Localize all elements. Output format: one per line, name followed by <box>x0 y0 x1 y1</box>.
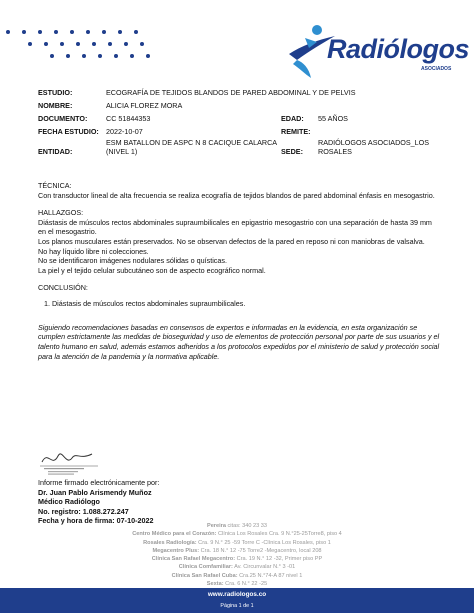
nombre-label: NOMBRE: <box>38 101 73 110</box>
footer-line: Centro Médico para el Corazón: Clínica Los Rosales Cra. 9 N.°25-25Torre8, piso 4 <box>132 531 342 538</box>
row-nombre <box>38 101 438 114</box>
hallazgo-item: La piel y el tejido celular subcutáneo son de aspecto ecográfico normal. <box>38 265 266 275</box>
conclusion-item: 1. Diástasis de músculos rectos abdominales supraumbilicales. <box>44 298 246 308</box>
fecha-value: 2022-10-07 <box>106 127 143 136</box>
page-number: Página 1 de 1 <box>220 603 254 609</box>
hallazgo-item: No hay líquido libre ni colecciones. <box>38 246 149 256</box>
footer-website-link[interactable]: www.radiologos.co <box>207 591 267 598</box>
report-body <box>38 181 440 362</box>
row-entidad <box>38 138 438 158</box>
tecnica-text: Con transductor lineal de alta frecuencia se realiza ecografía de tejidos blandos de pared abdominal énfasis en mesogastrio. <box>38 190 435 200</box>
radiologos-logo <box>287 20 469 80</box>
logo-text: Radiólogos <box>327 34 469 64</box>
doctor-registry: No. registro: 1.088.272.247 <box>38 506 129 516</box>
footer-locations <box>80 522 394 588</box>
row-estudio <box>38 88 438 101</box>
sede-value: RADIÓLOGOS ASOCIADOS_LOS ROSALES <box>318 138 430 156</box>
estudio-value: ECOGRAFÍA DE TEJIDOS BLANDOS DE PARED ABDOMINAL Y DE PELVIS <box>106 88 356 97</box>
doctor-name: Dr. Juan Pablo Arismendy Muñoz <box>38 487 152 497</box>
hallazgos-title: HALLAZGOS: <box>38 208 84 218</box>
footer-line: Megacentro Plus: Cra. 18 N.° 12 -75 Torre2 -Megacentro, local 208 <box>152 547 322 554</box>
fecha-label: FECHA ESTUDIO: <box>38 127 99 136</box>
entidad-label: ENTIDAD: <box>38 147 73 156</box>
footer-line: Rosales Radiología: Cra. 9 N.° 25 -59 Torre C -Clínica Los Rosales, piso 1 <box>143 539 331 546</box>
footer-line: Clínica San Rafael Cuba: Cra.25 N.°74-A 87 nivel 1 <box>171 572 303 579</box>
footer-line: Pereira citas: 340 23 33 <box>206 523 268 529</box>
documento-value: CC 51844353 <box>106 114 151 123</box>
hallazgo-item: No se identificaron imágenes nodulares sólidas o quísticas. <box>38 256 227 266</box>
tecnica-title: TÉCNICA: <box>38 181 72 190</box>
signature-block <box>38 478 159 526</box>
header-dots-decoration <box>6 30 156 60</box>
edad-value: 55 AÑOS <box>318 114 348 123</box>
entidad-value: ESM BATALLON DE ASPC N 8 CACIQUE CALARCA (NIVEL 1) <box>106 138 277 156</box>
signature-image <box>40 446 100 476</box>
footer-line: Sexta: Cra. 6 N.° 22 -25 <box>206 581 268 588</box>
edad-label: EDAD: <box>281 114 304 123</box>
estudio-label: ESTUDIO: <box>38 88 73 97</box>
signed-by-label: Informe firmado electrónicamente por: <box>38 478 160 487</box>
patient-info-table <box>38 88 438 158</box>
hallazgo-item: Diástasis de músculos rectos abdominales supraumbilicales en epigastrio mesogastrio con una separación de hasta 39 mm en el mesogastrio. <box>38 217 432 237</box>
remite-label: REMITE: <box>281 127 311 136</box>
footer-line: Clínica Comfamiliar: Av. Circunvalar N.° 3 -01 <box>178 564 296 571</box>
footer-line: Clínica San Rafael Megacentro: Cra. 19 N.° 12 -32, Primer piso PP <box>151 556 323 563</box>
hallazgo-item: Los planos musculares están preservados. No se observan defectos de la pared en reposo ni con maniobras de valsalva. <box>38 236 425 246</box>
doctor-title: Médico Radiólogo <box>38 497 100 507</box>
logo-subtext: ASOCIADOS <box>421 66 452 72</box>
conclusion-title: CONCLUSIÓN: <box>38 283 88 293</box>
signature-date: Fecha y hora de firma: 07-10-2022 <box>38 516 154 526</box>
documento-label: DOCUMENTO: <box>38 114 88 123</box>
nombre-value: ALICIA FLOREZ MORA <box>106 101 183 110</box>
disclaimer-text: Siguiendo recomendaciones basadas en consensos de expertos e informadas en la evidencia, en esta organización se cumplen estrictamente las medidas de bioseguridad y uso de elementos de protección personal por parte de sus usuarios y el talento humano en salud, además estamos adheridos a los protocolos expedidos por el ministerio de salud y protección social para la atención de la pandemia y la normativa aplicable. <box>38 322 440 361</box>
sede-label: SEDE: <box>281 147 303 156</box>
row-documento <box>38 114 438 127</box>
